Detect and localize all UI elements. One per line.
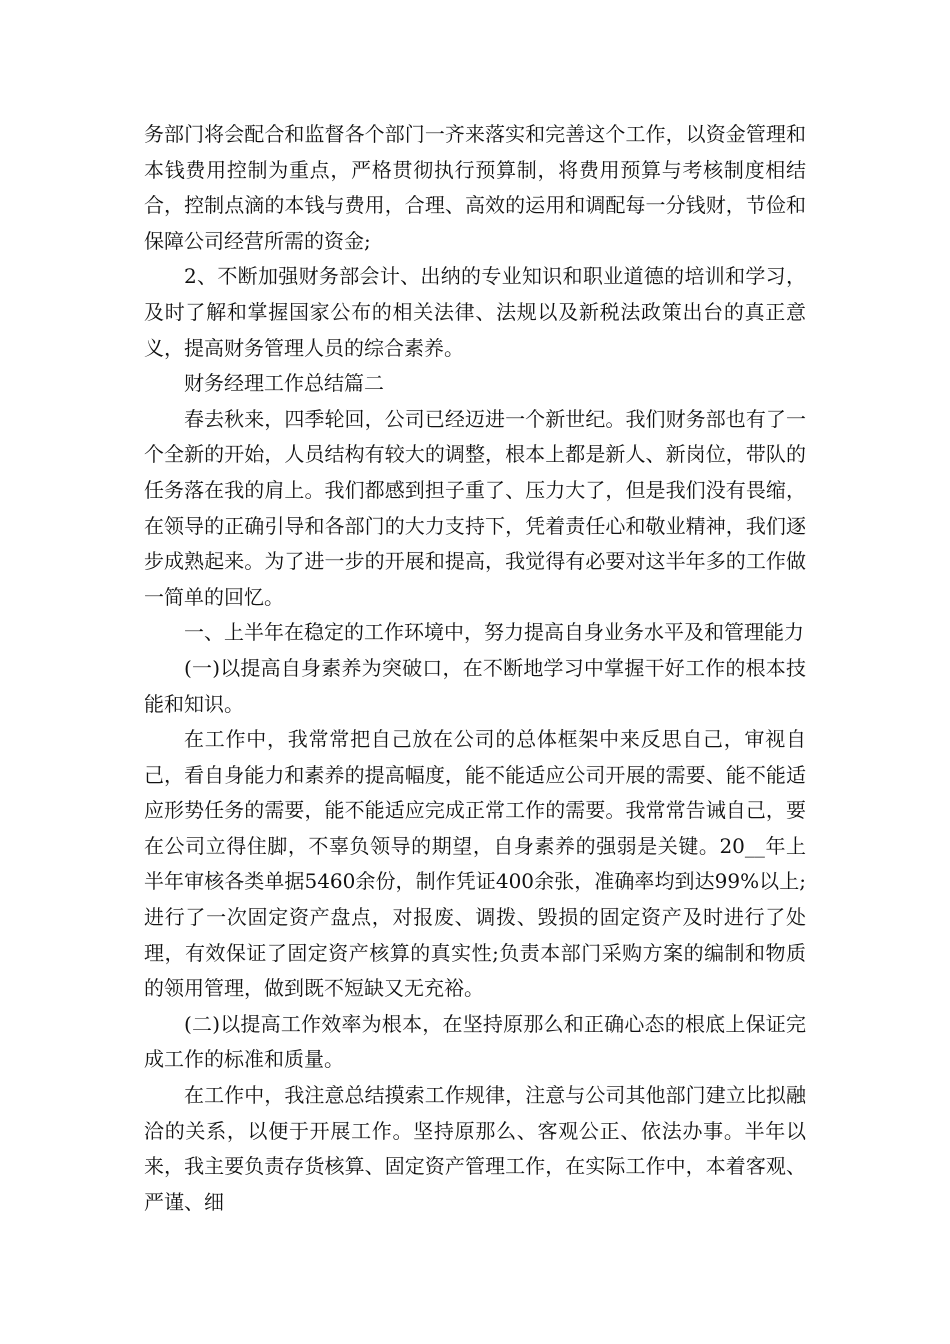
paragraph-work-rules: 在工作中，我注意总结摸索工作规律，注意与公司其他部门建立比拟融洽的关系，以便于开展工作。坚持原那么、客观公正、依法办事。半年以来，我主要负责存货核算、固定资产管理工作，在实际工作中，本着客观、严谨、细 [144, 1083, 806, 1214]
paragraph-training: 2、不断加强财务部会计、出纳的专业知识和职业道德的培训和学习，及时了解和掌握国家公布的相关法律、法规以及新税法政策出台的真正意义，提高财务管理人员的综合素养。 [144, 264, 806, 360]
paragraph-continued: 务部门将会配合和监督各个部门一齐来落实和完善这个工作，以资金管理和本钱费用控制为重点，严格贯彻执行预算制，将费用预算与考核制度相结合，控制点滴的本钱与费用，合理、高效的运用和调配每一分钱财，节俭和保障公司经营所需的资金; [144, 122, 806, 253]
subheading-point-two: (二)以提高工作效率为根本，在坚持原那么和正确心态的根底上保证完成工作的标准和质量。 [144, 1011, 806, 1072]
document-page [144, 117, 806, 1220]
paragraph-work-review: 在工作中，我常常把自己放在公司的总体框架中来反思自己，审视自己，看自身能力和素养的提高幅度，能不能适应公司开展的需要、能不能适应形势任务的需要，能不能适应完成正常工作的需要。我常常告诫自己，要在公司立得住脚，不辜负领导的期望，自身素养的强弱是关键。20__年上半年审核各类单据5460余份，制作凭证400余张，准确率均到达99%以上;进行了一次固定资产盘点，对报废、调拨、毁损的固定资产及时进行了处理，有效保证了固定资产核算的真实性;负责本部门采购方案的编制和物质的领用管理，做到既不短缺又无充裕。 [144, 727, 806, 1001]
paragraph-intro: 春去秋来，四季轮回，公司已经迈进一个新世纪。我们财务部也有了一个全新的开始，人员结构有较大的调整，根本上都是新人、新岗位，带队的任务落在我的肩上。我们都感到担子重了、压力大了，但是我们没有畏缩，在领导的正确引导和各部门的大力支持下，凭着责任心和敬业精神，我们逐步成熟起来。为了进一步的开展和提高，我觉得有必要对这半年多的工作做一简单的回忆。 [144, 406, 806, 609]
subheading-point-one: (一)以提高自身素养为突破口，在不断地学习中掌握干好工作的根本技能和知识。 [144, 655, 806, 716]
section-heading: 财务经理工作总结篇二 [184, 371, 384, 396]
subheading-one: 一、上半年在稳定的工作环境中，努力提高自身业务水平及和管理能力 [184, 620, 804, 645]
